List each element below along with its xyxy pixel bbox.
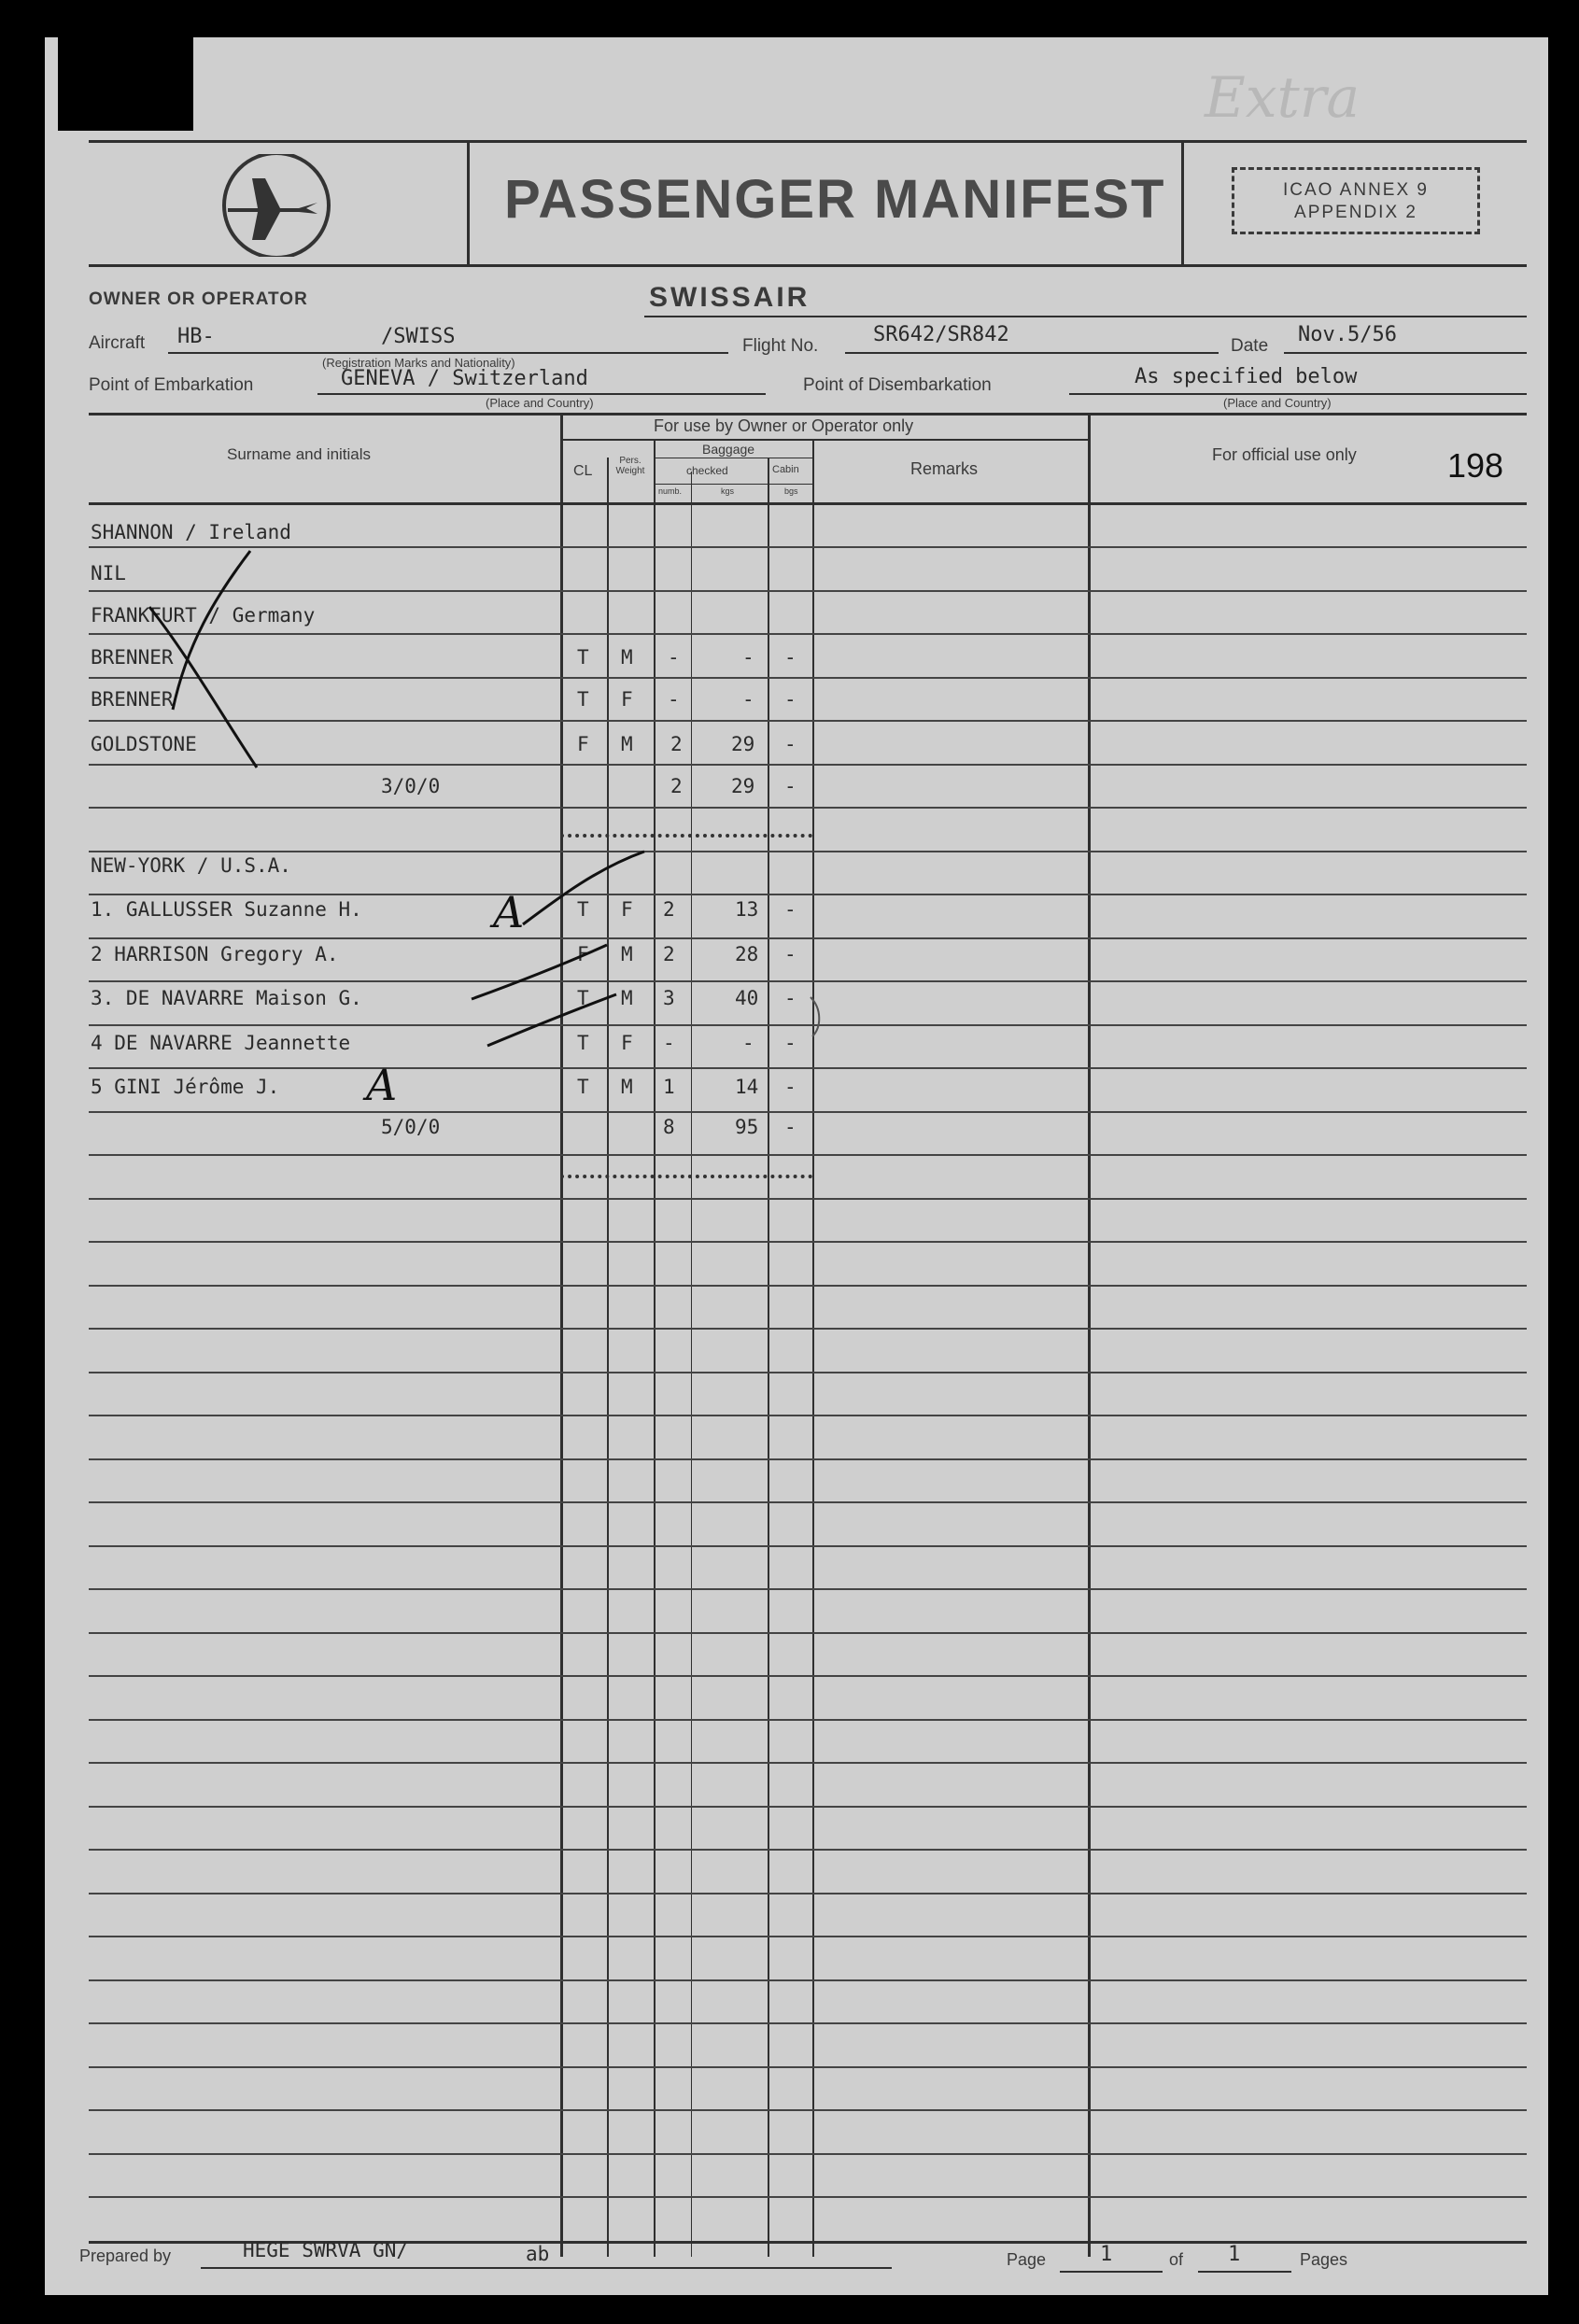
row-cabin: - xyxy=(784,1032,797,1054)
row-pw: M xyxy=(621,646,633,669)
row-name: 4 DE NAVARRE Jeannette xyxy=(91,1032,351,1054)
ruled-line xyxy=(89,1241,1527,1243)
stamp-number: 198 xyxy=(1447,446,1504,485)
row-numb: 8 xyxy=(663,1116,675,1138)
ruled-line xyxy=(89,1372,1527,1373)
row-kgs: - xyxy=(742,688,754,711)
row-name: NEW-YORK / U.S.A. xyxy=(91,854,291,877)
row-pw: M xyxy=(621,1076,633,1098)
ruled-line xyxy=(89,2066,1527,2068)
icao-line2: APPENDIX 2 xyxy=(1294,203,1417,222)
prepared-suffix: ab xyxy=(526,2243,550,2265)
ruled-line xyxy=(89,1285,1527,1287)
embark-caption: (Place and Country) xyxy=(486,396,594,410)
col-official: For official use only xyxy=(1212,445,1357,464)
aircraft-label: Aircraft xyxy=(89,333,146,353)
pages-label: Pages xyxy=(1300,2250,1348,2269)
row-name: 3/0/0 xyxy=(381,775,441,797)
handwritten-strikes xyxy=(0,840,1579,1120)
ruled-line xyxy=(89,1675,1527,1677)
col-checked: checked xyxy=(686,464,728,477)
ruled-line xyxy=(89,1632,1527,1634)
row-cl: T xyxy=(577,987,589,1009)
embark-value: GENEVA / Switzerland xyxy=(341,367,588,390)
row-numb: - xyxy=(663,1032,675,1054)
ruled-line xyxy=(89,1849,1527,1851)
row-numb: - xyxy=(668,646,680,669)
owner-label: OWNER OR OPERATOR xyxy=(89,289,308,309)
row-numb: 2 xyxy=(670,733,683,755)
row-cabin: - xyxy=(784,1116,797,1138)
row-name: 3. DE NAVARRE Maison G. xyxy=(91,987,362,1009)
row-cl: F xyxy=(577,733,589,755)
row-cabin: - xyxy=(784,898,797,921)
row-numb: 2 xyxy=(670,775,683,797)
owner-use-caption: For use by Owner or Operator only xyxy=(654,416,914,435)
registration-caption: (Registration Marks and Nationality) xyxy=(322,356,515,370)
row-cl: F xyxy=(577,943,589,965)
col-bgs: bgs xyxy=(784,486,798,496)
row-name: 5/0/0 xyxy=(381,1116,441,1138)
row-pw: M xyxy=(621,733,633,755)
row-pw: F xyxy=(621,1032,633,1054)
row-name: GOLDSTONE xyxy=(91,733,197,755)
col-pers-weight: Pers. Weight xyxy=(615,456,645,476)
row-cabin: - xyxy=(784,943,797,965)
col-surname: Surname and initials xyxy=(227,445,372,463)
row-cabin: - xyxy=(784,987,797,1009)
row-name: NIL xyxy=(91,562,126,585)
disembark-label: Point of Disembarkation xyxy=(803,375,992,395)
ruled-line xyxy=(89,1936,1527,1937)
row-cabin: - xyxy=(784,733,797,755)
row-name: 5 GINI Jérôme J. xyxy=(91,1076,280,1098)
row-kgs: - xyxy=(742,646,754,669)
row-kgs: 29 xyxy=(731,733,755,755)
disembark-caption: (Place and Country) xyxy=(1223,396,1332,410)
row-pw: F xyxy=(621,898,633,921)
row-kgs: 29 xyxy=(731,775,755,797)
row-kgs: - xyxy=(742,1032,754,1054)
row-cabin: - xyxy=(784,1076,797,1098)
row-pw: F xyxy=(621,688,633,711)
row-name: BRENNER xyxy=(91,646,174,669)
page-value: 1 xyxy=(1100,2243,1113,2266)
ruled-line xyxy=(89,1328,1527,1330)
aircraft-nationality: /SWISS xyxy=(381,325,456,348)
ruled-line xyxy=(89,1893,1527,1894)
aircraft-value: HB- xyxy=(177,325,215,348)
col-cl: CL xyxy=(573,463,593,479)
ruled-line xyxy=(89,1806,1527,1808)
page-label: Page xyxy=(1007,2250,1047,2269)
ruled-line xyxy=(89,1154,1527,1156)
date-value: Nov.5/56 xyxy=(1298,323,1397,346)
col-numb: numb. xyxy=(658,486,683,496)
row-cl: T xyxy=(577,1032,589,1054)
handwritten-cross xyxy=(0,0,1579,840)
ruled-line xyxy=(89,1198,1527,1200)
extra-annotation: Extra xyxy=(1205,65,1360,131)
row-numb: 3 xyxy=(663,987,675,1009)
ruled-line xyxy=(89,1719,1527,1721)
row-numb: - xyxy=(668,688,680,711)
row-cl: T xyxy=(577,688,589,711)
ruled-line xyxy=(89,1415,1527,1416)
of-value: 1 xyxy=(1228,2243,1241,2266)
row-cl: T xyxy=(577,898,589,921)
row-pw: M xyxy=(621,943,633,965)
handwritten-mark: A xyxy=(493,887,525,937)
row-numb: 1 xyxy=(663,1076,675,1098)
embark-label: Point of Embarkation xyxy=(89,375,254,395)
row-kgs: 13 xyxy=(735,898,759,921)
col-kgs: kgs xyxy=(721,486,735,496)
col-baggage: Baggage xyxy=(702,442,755,457)
row-kgs: 28 xyxy=(735,943,759,965)
ruled-line xyxy=(89,1545,1527,1547)
ruled-line xyxy=(89,1588,1527,1590)
row-cl: T xyxy=(577,646,589,669)
row-numb: 2 xyxy=(663,898,675,921)
ruled-line xyxy=(89,2022,1527,2024)
row-cabin: - xyxy=(784,775,797,797)
icao-line1: ICAO ANNEX 9 xyxy=(1283,180,1429,200)
disembark-value: As specified below xyxy=(1135,365,1358,388)
owner-value: SWISSAIR xyxy=(649,282,811,313)
row-cabin: - xyxy=(784,688,797,711)
row-kgs: 95 xyxy=(735,1116,759,1138)
row-kgs: 40 xyxy=(735,987,759,1009)
ruled-line xyxy=(89,2109,1527,2111)
col-cabin: Cabin xyxy=(772,464,799,475)
row-kgs: 14 xyxy=(735,1076,759,1098)
row-cl: T xyxy=(577,1076,589,1098)
ruled-line xyxy=(89,1458,1527,1460)
row-name: 2 HARRISON Gregory A. xyxy=(91,943,339,965)
ruled-line xyxy=(89,1501,1527,1503)
row-name: SHANNON / Ireland xyxy=(91,521,291,543)
ruled-line xyxy=(89,1979,1527,1981)
prepared-value: HEGE SWRVA GN/ xyxy=(243,2239,409,2261)
row-name: 1. GALLUSSER Suzanne H. xyxy=(91,898,362,921)
row-name: FRANKFURT / Germany xyxy=(91,604,316,627)
of-label: of xyxy=(1169,2250,1184,2269)
flight-value: SR642/SR842 xyxy=(873,323,1009,346)
ruled-line xyxy=(89,1762,1527,1764)
handwritten-mark: A xyxy=(366,1060,398,1110)
ruled-line xyxy=(89,2153,1527,2155)
page-title: PASSENGER MANIFEST xyxy=(504,169,1166,230)
prepared-label: Prepared by xyxy=(79,2247,172,2265)
col-remarks: Remarks xyxy=(910,459,979,478)
row-numb: 2 xyxy=(663,943,675,965)
row-name: BRENNER xyxy=(91,688,174,711)
row-pw: M xyxy=(621,987,633,1009)
flight-label: Flight No. xyxy=(742,336,819,356)
date-label: Date xyxy=(1231,336,1269,356)
row-cabin: - xyxy=(784,646,797,669)
ruled-line xyxy=(89,2196,1527,2198)
